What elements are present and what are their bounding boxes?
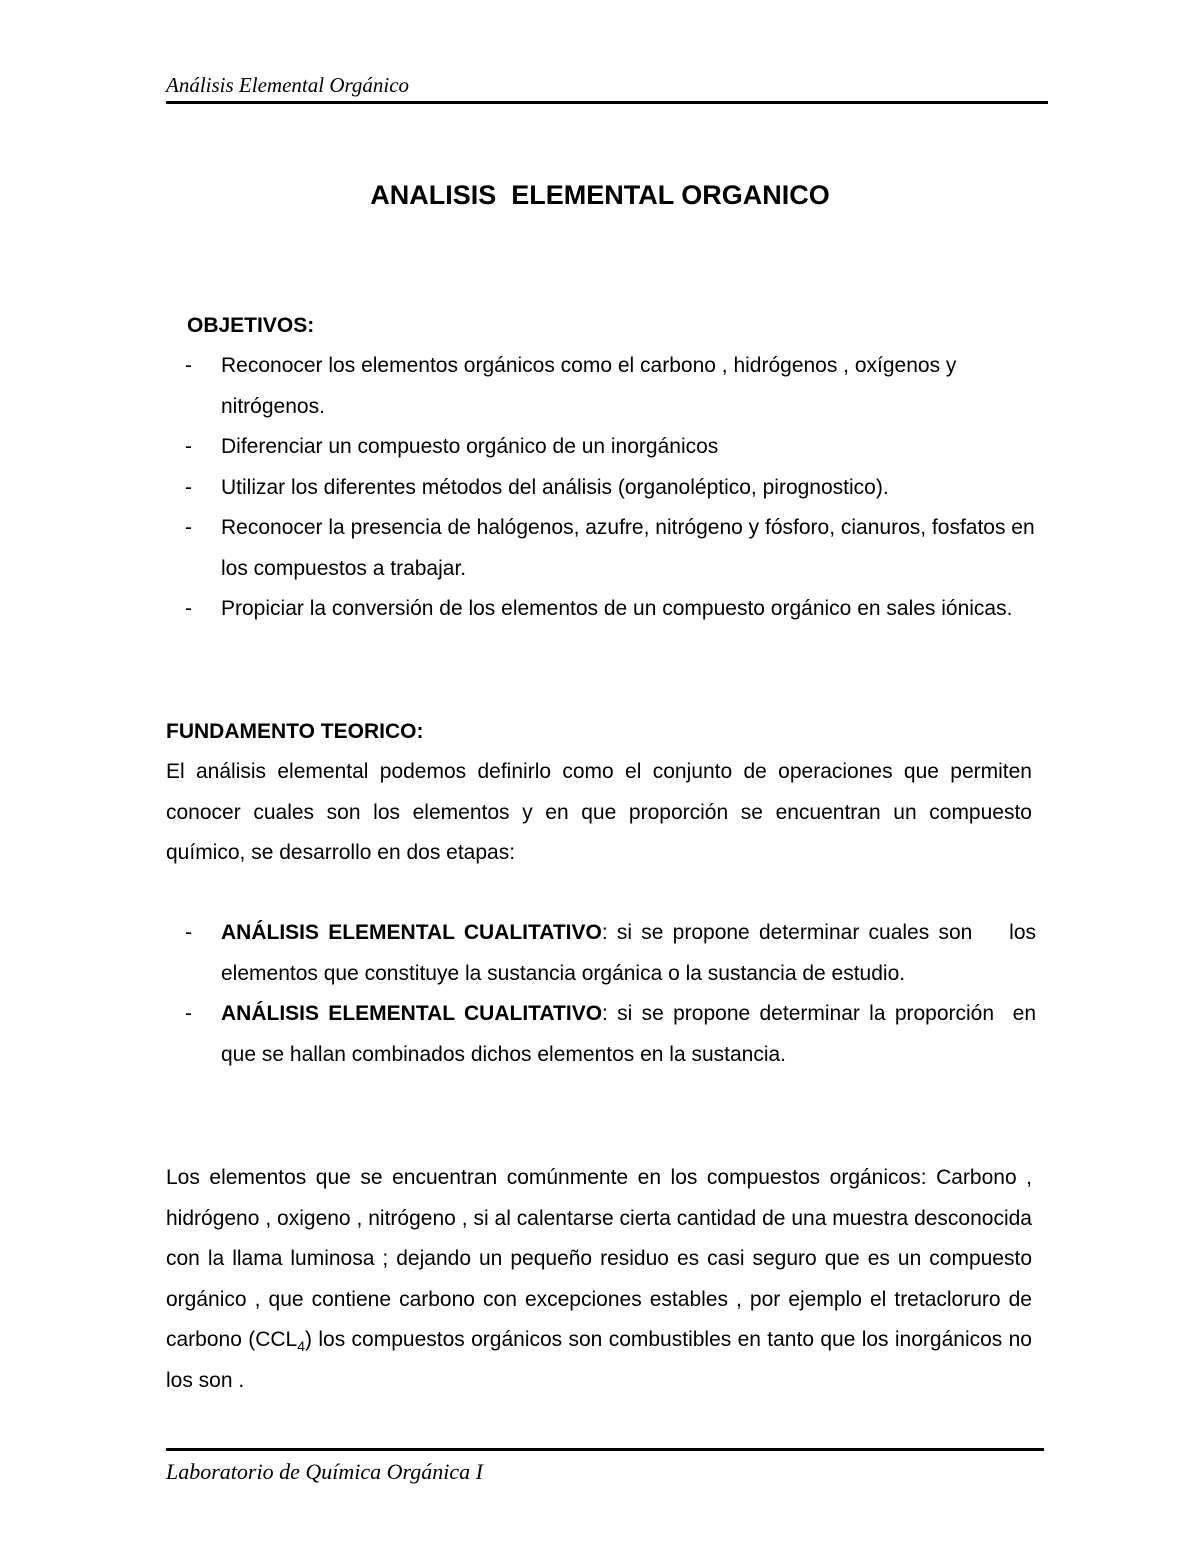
objectives-list (166, 346, 1036, 630)
closing-paragraph (166, 1158, 1032, 1401)
header-rule (166, 101, 1048, 104)
list-bullet: - (185, 597, 192, 620)
subscript-four: 4 (297, 1338, 306, 1355)
list-bullet: - (185, 1002, 192, 1025)
stage-item (166, 913, 1042, 994)
objective-item (166, 508, 1036, 589)
objectives-heading: OBJETIVOS: (187, 314, 315, 337)
list-bullet: - (185, 435, 192, 458)
stage-term: ANÁLISIS ELEMENTAL CUALITATIVO (221, 921, 602, 944)
running-header: Análisis Elemental Orgánico (166, 73, 410, 97)
fundamento-heading: FUNDAMENTO TEORICO: (166, 720, 424, 743)
objective-item (166, 427, 1036, 468)
list-bullet: - (185, 921, 192, 944)
document-title: ANALISIS ELEMENTAL ORGANICO (370, 180, 830, 210)
closing-text: Los elementos que se encuentran comúnmente en los compuestos orgánicos: Carbono , hidrógeno , oxigeno , nitrógeno , si al calentarse cierta cantidad de una muestra desconocida con la llama luminosa ; dejando un pequeño residuo es casi seguro que es un compuesto orgánico , que contiene carbono con excepciones estables , por ejemplo el tretacloruro de carbono (CCL (166, 1166, 1032, 1351)
objective-item (166, 468, 1036, 509)
stage-item (166, 994, 1042, 1075)
stages-list (166, 913, 1042, 1075)
objective-item (166, 589, 1036, 630)
objective-text: Utilizar los diferentes métodos del análisis (organoléptico, pirognostico). (221, 475, 889, 499)
objective-item (166, 346, 1036, 427)
objective-text: Diferenciar un compuesto orgánico de un inorgánicos (221, 435, 719, 458)
footer-rule (166, 1448, 1044, 1451)
list-bullet: - (185, 516, 192, 539)
list-bullet: - (185, 475, 192, 499)
closing-text-end: ) los compuestos orgánicos son combustibles en tanto que los inorgánicos no los son . (166, 1328, 1032, 1392)
stage-text: : si se propone determinar la proporción en que se hallan combinados dichos elementos en la sustancia. (221, 1002, 1042, 1066)
fundamento-intro: El análisis elemental podemos definirlo como el conjunto de operaciones que permiten conocer cuales son los elementos y en que proporción se encuentran un compuesto químico, se desarrollo en dos etapas: (166, 760, 1032, 864)
objective-text: Reconocer la presencia de halógenos, azufre, nitrógeno y fósforo, cianuros, fosfatos en los compuestos a trabajar. (221, 516, 1035, 580)
stage-term: ANÁLISIS ELEMENTAL CUALITATIVO (221, 1002, 603, 1025)
objective-text: Propiciar la conversión de los elementos de un compuesto orgánico en sales iónicas. (221, 597, 1013, 620)
list-bullet: - (185, 354, 192, 377)
running-footer: Laboratorio de Química Orgánica I (166, 1459, 483, 1484)
stage-text: : si se propone determinar cuales son los elementos que constituye la sustancia orgánica o la sustancia de estudio. (221, 921, 1042, 985)
objective-text: Reconocer los elementos orgánicos como el carbono , hidrógenos , oxígenos y nitrógenos. (221, 354, 957, 418)
